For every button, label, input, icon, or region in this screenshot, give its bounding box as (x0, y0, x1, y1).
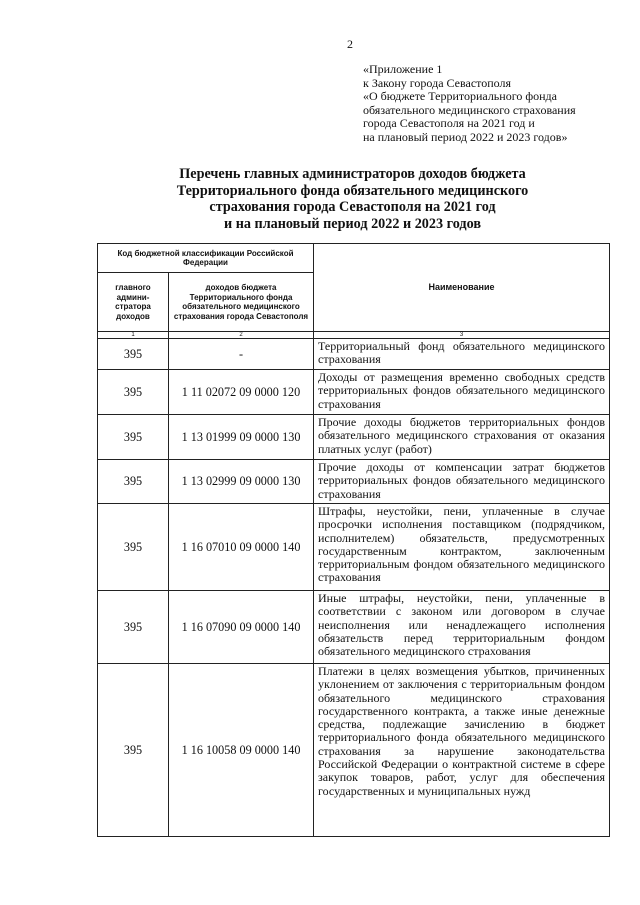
name-cell: Платежи в целях возмещения убытков, причиненных уклонением от заключения с территориальным фондом обязательного медицинского страхования государственного контракта, а также иные денежные средства, подлежащие зачислению в бюджет территориального фонда обязательного медицинского страхования за нарушение законодательства Российской Федерации о контрактной системе в сфере закупок товаров, работ, услуг для обеспечения государственных и муниципальных нужд (314, 664, 610, 837)
name-cell: Прочие доходы бюджетов территориальных фондов обязательного медицинского страхования от оказания платных услуг (работ) (314, 415, 610, 460)
admin-code-cell: 395 (98, 370, 169, 415)
income-code-cell: 1 16 07010 09 0000 140 (169, 504, 314, 591)
admin-code-cell: 395 (98, 664, 169, 837)
column-number: 1 (98, 332, 169, 339)
header-income-code: доходов бюджета Территориального фонда обязательного медицинского страхования города Севастополя (169, 273, 314, 332)
table-row (98, 460, 610, 504)
table-row (98, 591, 610, 664)
appendix-reference (363, 63, 633, 144)
admin-code-cell: 395 (98, 460, 169, 504)
appendix-line: «Приложение 1 (363, 62, 443, 76)
income-code-cell: 1 16 10058 09 0000 140 (169, 664, 314, 837)
table-row (98, 339, 610, 370)
admin-code-cell: 395 (98, 415, 169, 460)
table-row (98, 370, 610, 415)
name-cell: Доходы от размещения временно свободных средств территориальных фондов обязательного медицинского страхования (314, 370, 610, 415)
header-admin-code: главного админи-стратора доходов (98, 273, 169, 332)
table-row (98, 664, 610, 837)
column-number: 3 (314, 332, 610, 339)
appendix-line: «О бюджете Территориального фонда (363, 89, 557, 103)
title-line: Перечень главных администраторов доходов бюджета (179, 166, 526, 182)
appendix-line: города Севастополя на 2021 год и (363, 116, 535, 130)
income-code-cell: 1 13 01999 09 0000 130 (169, 415, 314, 460)
header-classification-code: Код бюджетной классификации Российской Федерации (98, 244, 314, 273)
appendix-line: на плановый период 2022 и 2023 годов» (363, 129, 568, 144)
table-row (98, 504, 610, 591)
name-cell: Прочие доходы от компенсации затрат бюджетов территориальных фондов обязательного медицинского страхования (314, 460, 610, 504)
column-number: 2 (169, 332, 314, 339)
appendix-line: к Закону города Севастополя (363, 75, 512, 90)
appendix-line: обязательного медицинского страхования (363, 102, 576, 117)
income-code-cell: 1 11 02072 09 0000 120 (169, 370, 314, 415)
header-name: Наименование (314, 244, 610, 332)
document-title (0, 166, 640, 232)
name-cell: Иные штрафы, неустойки, пени, уплаченные в соответствии с законом или договором в случае неисполнения или ненадлежащего исполнения обязательств перед территориальным фондом обязательного медицинского страхования (314, 591, 610, 664)
table-row (98, 415, 610, 460)
admin-code-cell: 395 (98, 339, 169, 370)
title-line: и на плановый период 2022 и 2023 годов (223, 215, 481, 232)
income-code-cell: 1 13 02999 09 0000 130 (169, 460, 314, 504)
name-cell: Территориальный фонд обязательного медицинского страхования (314, 339, 610, 370)
title-line: Территориального фонда обязательного медицинского (176, 182, 529, 199)
administrators-table (97, 243, 610, 837)
page-number: 2 (347, 37, 353, 51)
income-code-cell: - (169, 339, 314, 370)
title-line: страхования города Севастополя на 2021 год (209, 199, 496, 216)
name-cell: Штрафы, неустойки, пени, уплаченные в случае просрочки исполнения поставщиком (подрядчиком, исполнителем) обязательств, предусмотренных государственным контрактом, заключенным территориальным фондом обязательного медицинского страхования (314, 504, 610, 591)
admin-code-cell: 395 (98, 504, 169, 591)
admin-code-cell: 395 (98, 591, 169, 664)
income-code-cell: 1 16 07090 09 0000 140 (169, 591, 314, 664)
